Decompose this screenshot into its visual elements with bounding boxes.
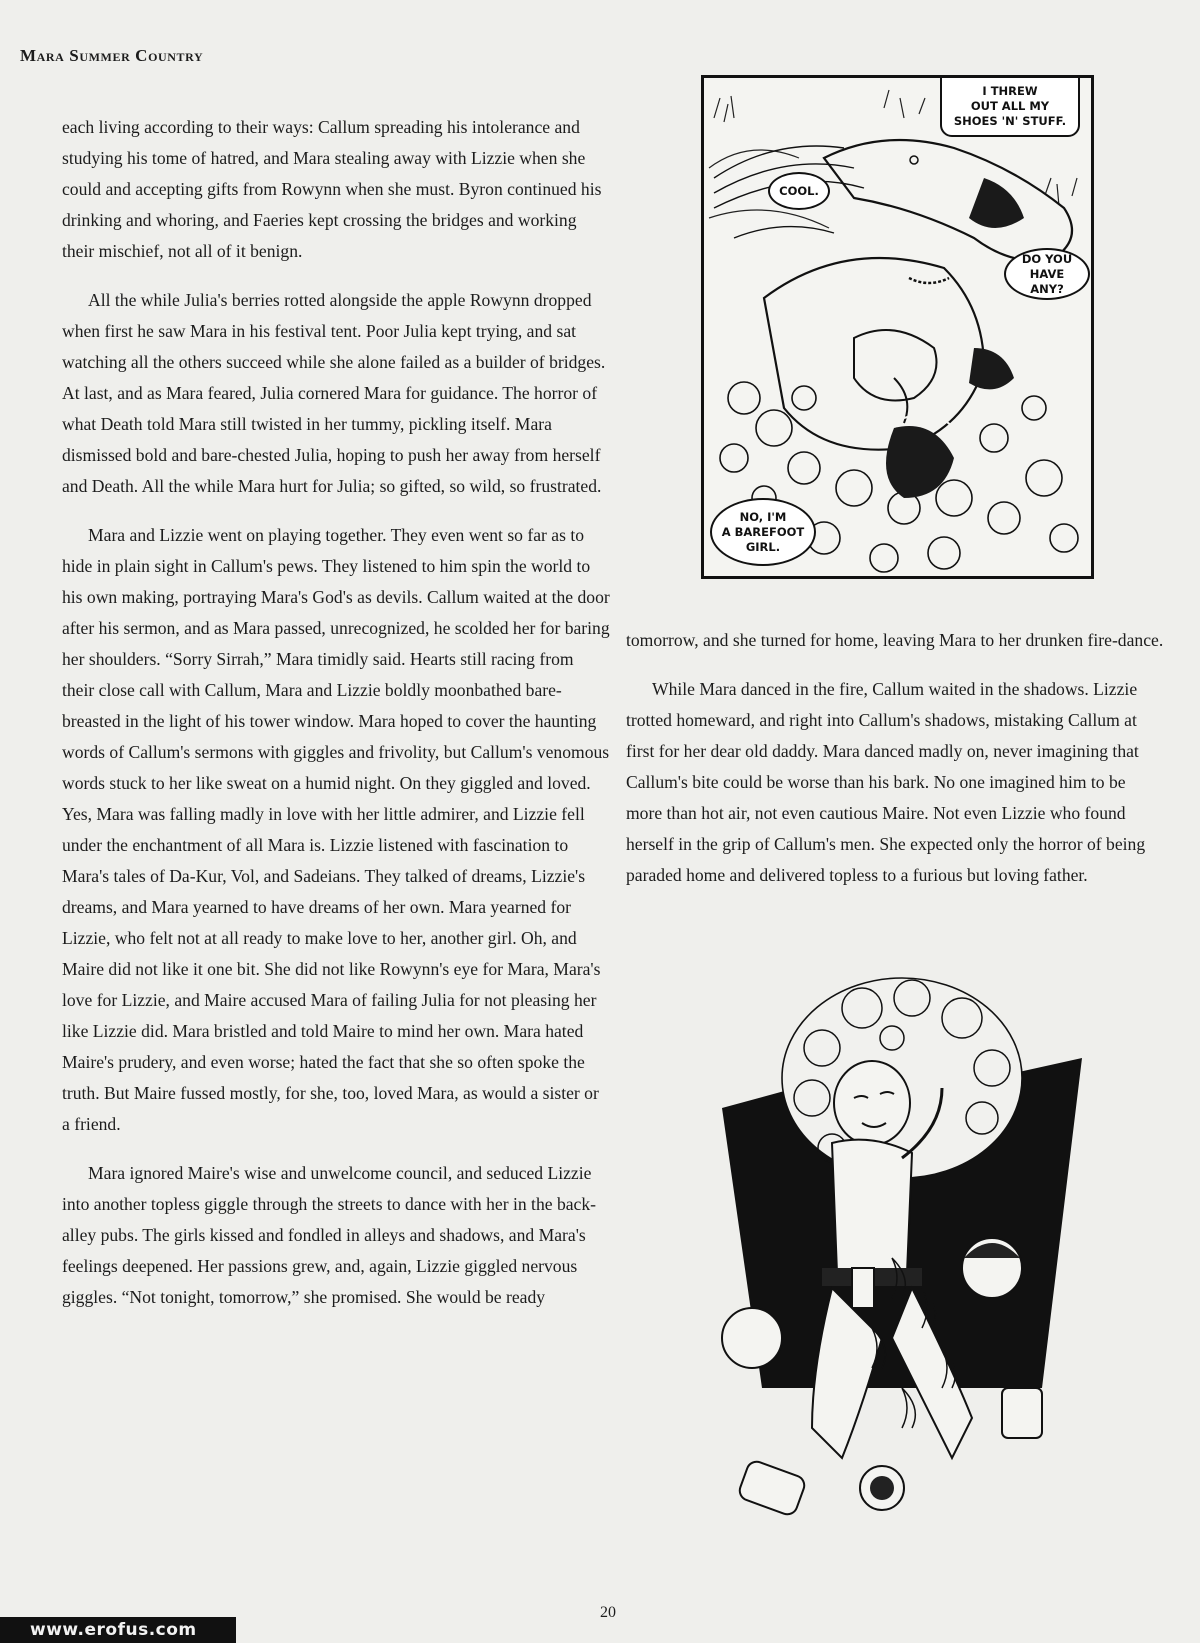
dancer-illustration-art — [712, 968, 1092, 1568]
right-text-column — [626, 625, 1166, 909]
speech-text-threw: I THREW OUT ALL MY SHOES 'N' STUFF. — [953, 83, 1067, 128]
speech-bubble-threw — [940, 75, 1080, 137]
comic-panel — [701, 75, 1094, 579]
left-text-column — [62, 112, 610, 1331]
paragraph-3: Mara and Lizzie went on playing together. They even went so far as to hide in plain sight in Callum's pews. They listened to him spin the world to his own making, portraying Mara's God's as devils. Callum waited at the door after his sermon, and as Mara passed, unrecognized, he scolded her for baring her shoulders. “Sorry Sirrah,” Mara timidly said. Hearts still racing from their close call with Callum, Mara and Lizzie boldly moonbathed bare-breasted in the light of his tower window. Mara hoped to cover the haunting words of Callum's sermons with giggles and frivolity, but Callum's venomous words stuck to her like sweat on a humid night. On they giggled and loved. Yes, Mara was falling madly in love with her little admirer, and Lizzie fell under the enchantment of all Mara is. Lizzie listened with fascination to Mara's tales of Da-Kur, Vol, and Sadeians. They talked of dreams, Lizzie's dreams, and Mara yearned to have dreams of her own. Mara yearned for Lizzie, who felt not at all ready to make love to her, another girl. Oh, and Maire did not like it one bit. She did not like Rowynn's eye for Mara, Mara's love for Lizzie, and Maire accused Mara of failing Julia for not pleasing her like Lizzie did. Mara bristled and told Maire to mind her own. Mara hated Maire's prudery, and even worse; hated the fact that she so often spoke the truth. But Maire fussed mostly, for she, too, loved Mara, as would a sister or a friend. — [62, 525, 610, 1134]
page-number: 20 — [600, 1604, 616, 1621]
speech-bubble-barefoot — [710, 498, 816, 566]
paragraph-1: each living according to their ways: Callum spreading his intolerance and studying his tome of hatred, and Mara stealing away with Lizzie when she could and accepting gifts from Rowynn when she must. Byron continued his drinking and whoring, and Faeries kept crossing the bridges and working their mischief, not all of it benign. — [62, 117, 602, 261]
paragraph-5: tomorrow, and she turned for home, leaving Mara to her drunken fire-dance. — [626, 630, 1164, 650]
speech-bubble-do-you — [1004, 248, 1090, 300]
speech-text-do-you: DO YOU HAVE ANY? — [1021, 251, 1073, 296]
paragraph-6: While Mara danced in the fire, Callum waited in the shadows. Lizzie trotted homeward, and right into Callum's shadows, mistaking Callum at first for her dear old daddy. Mara danced madly on, never imagining that Callum's bite could be worse than his bark. No one imagined him to be more than hot air, not even cautious Maire. Not even Lizzie who found herself in the grip of Callum's men. She expected only the horror of being paraded home and delivered topless to a furious but loving father. — [626, 679, 1146, 885]
watermark: www.erofus.com — [0, 1617, 236, 1643]
paragraph-4: Mara ignored Maire's wise and unwelcome council, and seduced Lizzie into another topless giggle through the streets to dance with her in the back-alley pubs. The girls kissed and fondled in alleys and shadows, and Mara's feelings deepened. Her passions grew, and, again, Lizzie giggled nervous giggles. “Not tonight, tomorrow,” she promised. She would be ready — [62, 1163, 597, 1307]
paragraph-2: All the while Julia's berries rotted alongside the apple Rowynn dropped when first he saw Mara in his festival tent. Poor Julia kept trying, and sat watching all the others succeed while she alone failed as a builder of bridges. At last, and as Mara feared, Julia cornered Mara for guidance. The horror of what Death told Mara still twisted in her tummy, pickling itself. Mara dismissed bold and bare-chested Julia, hoping to push her away from herself and Death. All the while Mara hurt for Julia; so gifted, so wild, so frustrated. — [62, 290, 606, 496]
running-title: Mara Summer Country — [20, 46, 204, 65]
illustration-dancer — [712, 968, 1092, 1568]
speech-text-barefoot: NO, I'M A BAREFOOT GIRL. — [721, 509, 805, 554]
speech-text-cool: COOL. — [779, 183, 819, 198]
speech-bubble-cool — [768, 172, 830, 210]
